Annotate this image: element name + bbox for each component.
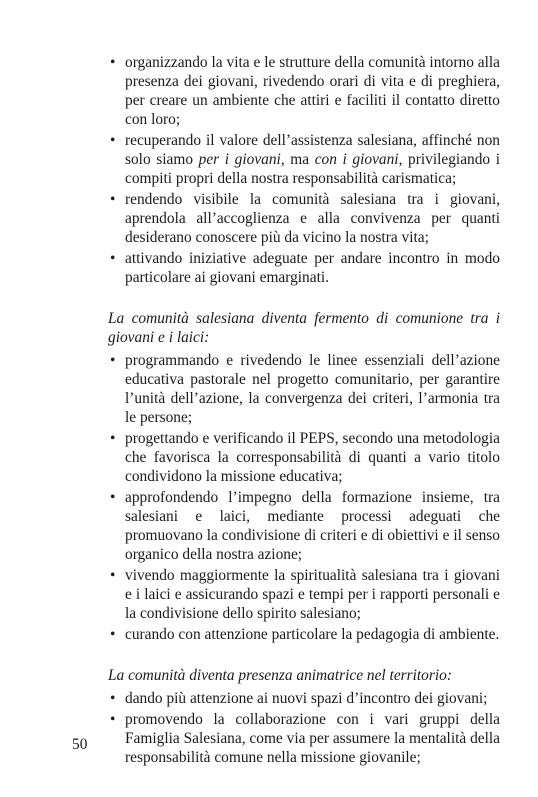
list-item <box>108 566 500 623</box>
list-item <box>108 249 500 287</box>
item-text: attivando iniziative adeguate per andare incontro in modo particolare ai giovani emarginati. <box>125 250 500 286</box>
bullet-icon: • <box>110 430 116 447</box>
list-item <box>108 131 500 188</box>
bullet-icon: • <box>110 711 116 728</box>
item-text: curando con attenzione particolare la pedagogia di ambiente. <box>125 626 500 643</box>
page-body <box>108 53 500 769</box>
item-text: programmando e rivedendo le linee essenziali dell’azione educativa pastorale nel progetto comunitario, per garantire l’unità dell’azione, la convergenza dei criteri, l’armonia tra le persone; <box>125 352 500 426</box>
section-heading: La comunità diventa presenza animatrice nel territorio: <box>108 667 452 684</box>
list-item <box>108 710 500 767</box>
item-text: rendendo visibile la comunità salesiana tra i giovani, aprendola all’accoglienza e alla convivenza per quanti desiderano conoscere più da vicino la nostra vita; <box>125 191 500 246</box>
section-heading: La comunità salesiana diventa fermento di comunione tra i giovani e i laici: <box>108 310 500 346</box>
bullet-icon: • <box>110 250 116 267</box>
bullet-icon: • <box>110 567 116 584</box>
emphasis-text: con i giovani <box>314 151 399 168</box>
bullet-icon: • <box>110 54 116 71</box>
bullet-icon: • <box>110 132 116 149</box>
bullet-icon: • <box>110 489 116 506</box>
list-item <box>108 351 500 427</box>
list-item <box>108 190 500 247</box>
item-text: promovendo la collaborazione con i vari gruppi della Famiglia Salesiana, come via per assumere la mentalità della responsabilità comune nella missione giovanile; <box>125 711 500 766</box>
emphasis-text: per i giovani <box>198 151 281 168</box>
bullet-icon: • <box>110 690 116 707</box>
item-text: , privilegiando i compiti propri della nostra responsabilità carismatica; <box>125 151 500 187</box>
bullet-list <box>108 53 500 287</box>
bullet-list <box>108 351 500 644</box>
list-item <box>108 53 500 129</box>
bullet-icon: • <box>110 626 116 643</box>
bullet-icon: • <box>110 191 116 208</box>
list-item <box>108 689 500 708</box>
item-text: approfondendo l’impegno della formazione insieme, tra salesiani e laici, mediante processi adeguati che promuovano la condivisione di criteri e di obiettivi e il senso organico della nostra azione; <box>125 489 500 563</box>
page-number: 50 <box>72 736 88 753</box>
list-item <box>108 625 500 644</box>
bullet-list <box>108 689 500 767</box>
list-item <box>108 488 500 564</box>
item-text: vivendo maggiormente la spiritualità salesiana tra i giovani e i laici e assicurando spazi e tempi per i rapporti personali e la condivisione dello spirito salesiano; <box>125 567 500 622</box>
item-text: recuperando il valore dell’assistenza salesiana, affinché non solo siamo <box>125 132 500 168</box>
item-text: progettando e verificando il PEPS, secondo una metodologia che favorisca la corresponsabilità di quanti a vario titolo condividono la missione educativa; <box>125 430 500 485</box>
item-text: organizzando la vita e le strutture della comunità intorno alla presenza dei giovani, rivedendo orari di vita e di preghiera, per creare un ambiente che attiri e faciliti il contatto diretto con loro; <box>125 54 500 128</box>
bullet-icon: • <box>110 352 116 369</box>
list-item <box>108 429 500 486</box>
item-text: , ma <box>280 151 315 168</box>
item-text: dando più attenzione ai nuovi spazi d’incontro dei giovani; <box>125 690 488 707</box>
